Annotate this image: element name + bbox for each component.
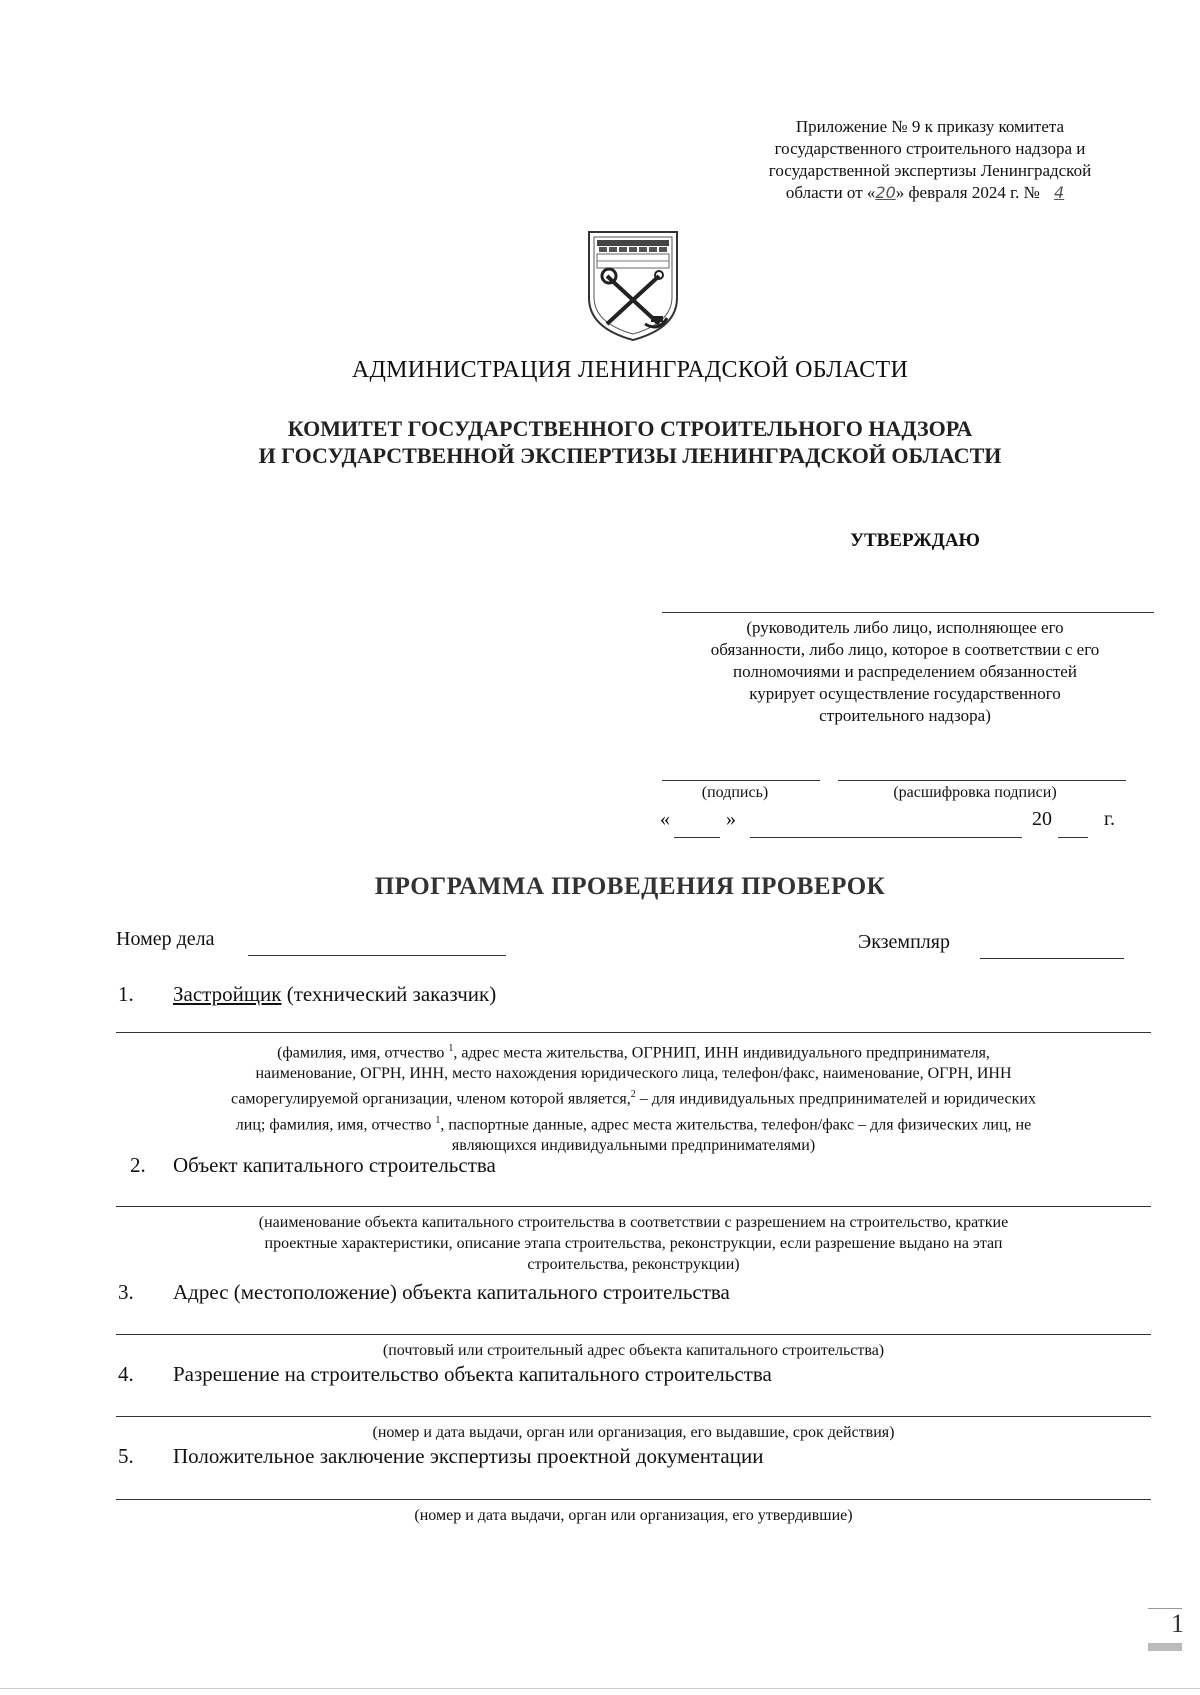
annex-reference <box>720 116 1140 204</box>
approval-label: УТВЕРЖДАЮ <box>850 530 980 551</box>
item-expertise-conclusion <box>118 1444 763 1469</box>
footnote-ref: 2 <box>630 1089 636 1101</box>
footnote-ref: 1 <box>448 1043 454 1054</box>
head-desc-line: курирует осуществление государственного <box>749 684 1061 703</box>
annex-line: государственной экспертизы Ленинградской <box>768 161 1092 180</box>
footnote-ref: 1 <box>435 1114 441 1126</box>
item-label: Адрес (местоположение) объекта капитального строительства <box>173 1280 730 1304</box>
item-fill-line <box>116 1032 1151 1033</box>
date-close-quote: » <box>726 808 736 830</box>
note-line: строительства, реконструкции) <box>527 1256 740 1273</box>
head-desc-line: (руководитель либо лицо, исполняющее его <box>746 618 1064 637</box>
administration-name: АДМИНИСТРАЦИЯ ЛЕНИНГРАДСКОЙ ОБЛАСТИ <box>351 357 909 383</box>
signature-decode-line <box>838 780 1126 781</box>
annex-number-handwritten: 4 <box>1054 183 1065 202</box>
item-building-permit <box>118 1362 772 1387</box>
approval-date-row <box>660 808 1130 842</box>
item-developer <box>118 982 496 1007</box>
page-number-block <box>1148 1608 1188 1668</box>
item-label: Разрешение на строительство объекта капитального строительства <box>173 1362 772 1386</box>
item-fill-line <box>116 1206 1151 1207</box>
note-line: наименование, ОГРН, ИНН, место нахождения юридического лица, телефон/факс, наименование, ОГРН, ИНН <box>255 1065 1012 1083</box>
page-number: 1 <box>1171 1609 1184 1638</box>
item-number: 1. <box>118 982 134 1006</box>
signature-caption: (подпись) <box>701 784 769 801</box>
signature-line <box>662 780 820 781</box>
note-line: (фамилия, имя, отчество $^1$, адрес места жительства, ОГРНИП, ИНН индивидуального предпринимателя, <box>277 1043 990 1062</box>
date-year-prefix: 20 <box>1032 808 1052 830</box>
item-construction-object <box>130 1153 496 1178</box>
copy-number-line <box>980 958 1124 959</box>
annex-line: Приложение № 9 к приказу комитета <box>795 117 1065 136</box>
item-fill-line <box>116 1499 1151 1500</box>
note-line: (наименование объекта капитального строительства в соответствии с разрешением на строительство, краткие <box>258 1214 1009 1231</box>
annex-date-prefix: области от « <box>785 183 876 202</box>
case-number-label: Номер дела <box>116 928 215 950</box>
note-line: являющихся индивидуальными предпринимателями) <box>451 1136 816 1154</box>
item-number: 5. <box>118 1444 134 1468</box>
item-note <box>116 1212 1151 1275</box>
date-year-line <box>1058 837 1088 838</box>
date-open-quote: « <box>660 808 670 830</box>
head-signature-line <box>662 612 1154 613</box>
signature-decode-caption: (расшифровка подписи) <box>893 784 1057 801</box>
item-label: Положительное заключение экспертизы проектной документации <box>173 1444 764 1468</box>
date-year-suffix: г. <box>1104 808 1115 830</box>
committee-name <box>0 415 1200 469</box>
note-line: лиц; фамилия, имя, отчество $^1$, паспортные данные, адрес места жительства, телефон/факс – для физических лиц, не <box>235 1114 1032 1133</box>
page-bottom-edge <box>0 1688 1200 1689</box>
item-fill-line <box>116 1334 1151 1335</box>
case-number-line <box>248 955 506 956</box>
item-label: (технический заказчик) <box>281 982 497 1006</box>
head-desc-line: обязанности, либо лицо, которое в соответствии с его <box>710 640 1100 659</box>
item-note: (номер и дата выдачи, орган или организация, его выдавшие, срок действия) <box>372 1424 895 1441</box>
item-number: 4. <box>118 1362 134 1386</box>
date-month-line <box>750 837 1022 838</box>
head-description <box>655 617 1155 727</box>
item-number: 2. <box>130 1153 146 1177</box>
head-desc-line: полномочиями и распределением обязанностей <box>733 662 1077 681</box>
item-note <box>116 1038 1151 1156</box>
item-label-underlined: Застройщик <box>173 982 282 1006</box>
date-day-line <box>674 837 720 838</box>
item-label: Объект капитального строительства <box>173 1153 496 1177</box>
note-line: проектные характеристики, описание этапа строительства, реконструкции, если разрешение выдано на этап <box>264 1235 1003 1252</box>
committee-line: КОМИТЕТ ГОСУДАРСТВЕННОГО СТРОИТЕЛЬНОГО НАДЗОРА <box>287 416 973 441</box>
item-number: 3. <box>118 1280 134 1304</box>
copy-label: Экземпляр <box>858 931 950 953</box>
document-title: ПРОГРАММА ПРОВЕДЕНИЯ ПРОВЕРОК <box>374 873 886 900</box>
item-note: (номер и дата выдачи, орган или организация, его утвердившие) <box>414 1507 853 1524</box>
annex-line <box>720 182 1140 204</box>
note-line: саморегулируемой организации, членом которой является,$^2$ – для индивидуальных предпринимателей и юридических <box>231 1089 1036 1108</box>
item-address <box>118 1280 730 1305</box>
annex-date-mid: » февраля 2024 г. № <box>895 183 1040 202</box>
committee-line: И ГОСУДАРСТВЕННОЙ ЭКСПЕРТИЗЫ ЛЕНИНГРАДСКОЙ ОБЛАСТИ <box>258 443 1002 468</box>
annex-line: государственного строительного надзора и <box>774 139 1086 158</box>
head-desc-line: строительного надзора) <box>819 706 991 725</box>
item-fill-line <box>116 1416 1151 1417</box>
page-number-bar <box>1148 1643 1182 1651</box>
item-note: (почтовый или строительный адрес объекта капитального строительства) <box>382 1342 885 1359</box>
leningrad-oblast-coat-of-arms-icon <box>585 228 681 344</box>
annex-day-handwritten: 20 <box>875 183 896 202</box>
